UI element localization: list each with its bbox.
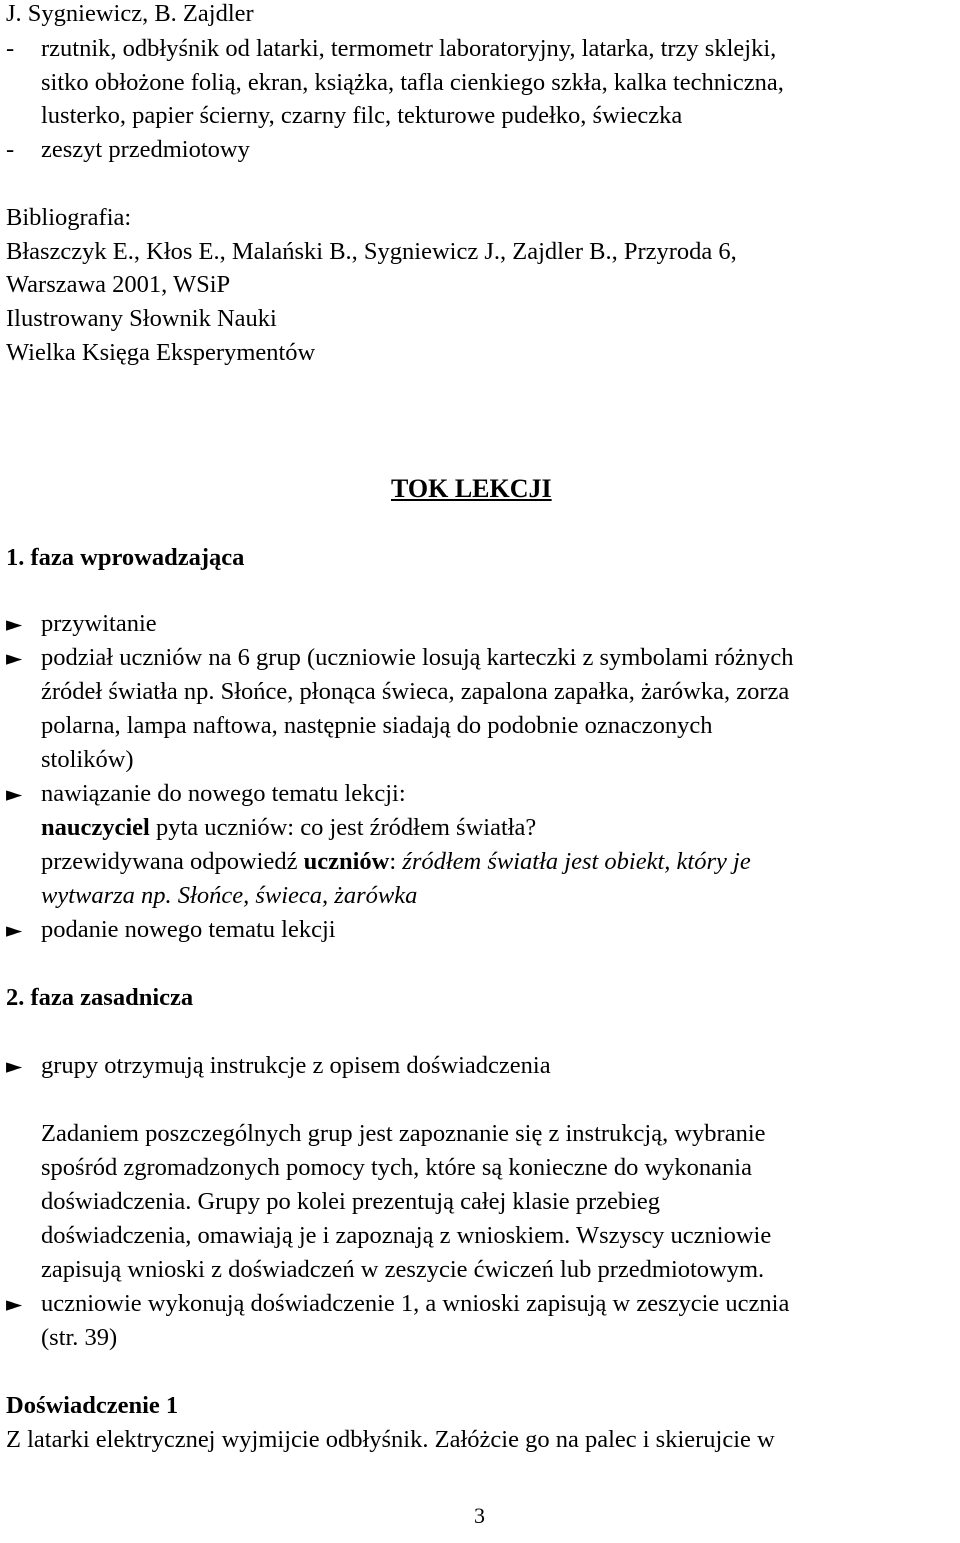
bullet-arrow-icon: ► [6,1292,23,1316]
phase1-groups-line: źródeł światła np. Słońce, płonąca świeca, zapalona zapałka, żarówka, zorza [41,678,790,705]
experiment1-heading: Doświadczenie 1 [6,1392,179,1419]
phase2-experiment-line: uczniowie wykonują doświadczenie 1, a wnioski zapisują w zeszycie ucznia [41,1290,790,1317]
expected-answer-text: źródłem światła jest obiekt, który je [402,848,751,875]
bibliography-entry: Ilustrowany Słownik Nauki [6,305,277,332]
phase2-task-line: Zadaniem poszczególnych grup jest zapoznanie się z instrukcją, wybranie [41,1120,766,1147]
materials-dash: - [6,35,15,62]
bullet-arrow-icon: ► [6,646,23,670]
bullet-arrow-icon: ► [6,612,23,636]
materials-authors: J. Sygniewicz, B. Zajdler [6,0,254,27]
teacher-label: nauczyciel [41,814,150,841]
phase2-experiment-line: (str. 39) [41,1324,118,1351]
teacher-question-text: pyta uczniów: co jest źródłem światła? [149,814,537,841]
bibliography-entry: Błaszczyk E., Kłos E., Malański B., Sygniewicz J., Zajdler B., Przyroda 6, [6,238,737,265]
phase1-heading: 1. faza wprowadzająca [6,544,245,571]
materials-notebook: zeszyt przedmiotowy [41,136,250,163]
expected-colon: : [389,848,403,875]
bullet-arrow-icon: ► [6,1054,23,1078]
materials-line: sitko obłożone folią, ekran, książka, tafla cienkiego szkła, kalka techniczna, [41,69,784,96]
phase1-new-topic: podanie nowego tematu lekcji [41,916,336,943]
materials-line: lusterko, papier ścierny, czarny filc, tekturowe pudełko, świeczka [41,102,683,129]
bibliography-entry: Wielka Księga Eksperymentów [6,339,316,366]
phase1-groups-line: podział uczniów na 6 grup (uczniowie losują karteczki z symbolami różnych [41,644,794,671]
phase1-intro-topic: nawiązanie do nowego tematu lekcji: [41,780,406,807]
phase1-greeting: przywitanie [41,610,157,637]
phase2-task-line: zapisują wnioski z doświadczeń w zeszycie ćwiczeń lub przedmiotowym. [41,1256,765,1283]
phase1-groups-line: stolików) [41,746,134,773]
phase2-instructions: grupy otrzymują instrukcje z opisem doświadczenia [41,1052,551,1079]
expected-answer [41,845,751,879]
phase2-task-line: doświadczenia, omawiają je i zapoznają z wnioskiem. Wszyscy uczniowie [41,1222,772,1249]
experiment1-text: Z latarki elektrycznej wyjmijcie odbłyśnik. Załóżcie go na palec i skierujcie w [6,1426,775,1453]
teacher-question [41,811,536,845]
lesson-title: TOK LEKCJI [391,474,552,503]
bullet-arrow-icon: ► [6,918,23,942]
phase2-task-line: doświadczenia. Grupy po kolei prezentują całej klasie przebieg [41,1188,661,1215]
students-label: uczniów [303,848,390,875]
expected-answer-text: wytwarza np. Słońce, świeca, żarówka [41,882,418,909]
phase2-heading: 2. faza zasadnicza [6,984,194,1011]
bibliography-heading: Bibliografia: [6,204,132,231]
phase1-groups-line: polarna, lampa naftowa, następnie siadają do podobnie oznaczonych [41,712,713,739]
materials-line: rzutnik, odbłyśnik od latarki, termometr laboratoryjny, latarka, trzy sklejki, [41,35,777,62]
expected-prefix: przewidywana odpowiedź [41,848,304,875]
bullet-arrow-icon: ► [6,782,23,806]
materials-dash: - [6,136,15,163]
page-number: 3 [474,1503,485,1528]
bibliography-entry: Warszawa 2001, WSiP [6,271,231,298]
phase2-task-line: spośród zgromadzonych pomocy tych, które są konieczne do wykonania [41,1154,752,1181]
